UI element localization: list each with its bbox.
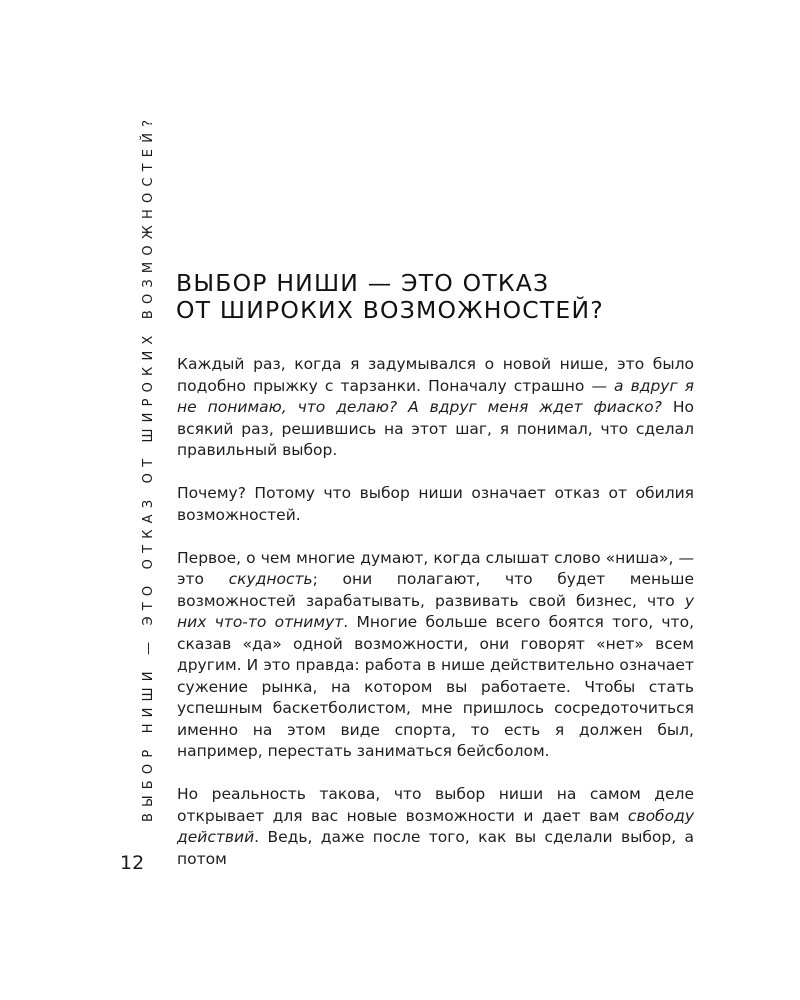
text-run: Но реальность такова, что выбор ниши на самом деле открывает для вас новые возможности и дает вам — [177, 785, 694, 825]
body-text — [177, 354, 694, 892]
chapter-title — [176, 270, 716, 324]
emphasis: скудность — [228, 570, 313, 588]
text-run: . Ведь, даже после того, как вы сделали выбор, а потом — [177, 828, 694, 868]
text-run: Первое, о чем многие думают, когда слышат слово «ниша», — это — [177, 548, 694, 588]
emphasis: а вдруг я не понимаю, что делаю? А вдруг меня ждет фиаско? — [177, 376, 695, 416]
text-run: ; они полагают, что будет меньше возможностей зарабатывать, развивать свой бизнес, что — [177, 570, 694, 610]
text-run: . Многие больше всего боятся того, что, сказав «да» одной возможности, они говорят «нет» всем другим. И это правда: работа в нише действительно означает сужение рынка, на котором вы работаете. Чтобы стать успешным баскетболистом, мне пришлось сосредоточиться именно на этом виде спорта, то есть я должен был, например, перестать заниматься бейсболом. — [177, 613, 694, 760]
page-number: 12 — [120, 852, 145, 874]
chapter-title-line-2: ОТ ШИРОКИХ ВОЗМОЖНОСТЕЙ? — [176, 296, 604, 324]
text-run: Каждый раз, когда я задумывался о новой нише, это было подобно прыжку с тарзанки. Поначалу страшно — — [177, 355, 694, 395]
paragraph-2 — [177, 483, 694, 526]
emphasis: у них что-то отнимут — [177, 591, 694, 631]
paragraph-3 — [177, 548, 694, 763]
text-run: Но всякий раз, решившись на этот шаг, я понимал, что сделал правильный выбор. — [177, 398, 694, 459]
running-head: ВЫБОР НИШИ — ЭТО ОТКАЗ ОТ ШИРОКИХ ВОЗМОЖНОСТЕЙ? — [141, 113, 156, 822]
emphasis: свободу действий — [177, 806, 694, 846]
text-run: Почему? Потому что выбор ниши означает отказ от обилия возможностей. — [177, 484, 694, 524]
chapter-title-line-1: ВЫБОР НИШИ — ЭТО ОТКАЗ — [176, 269, 550, 297]
paragraph-1 — [177, 354, 694, 462]
paragraph-4 — [177, 784, 694, 870]
